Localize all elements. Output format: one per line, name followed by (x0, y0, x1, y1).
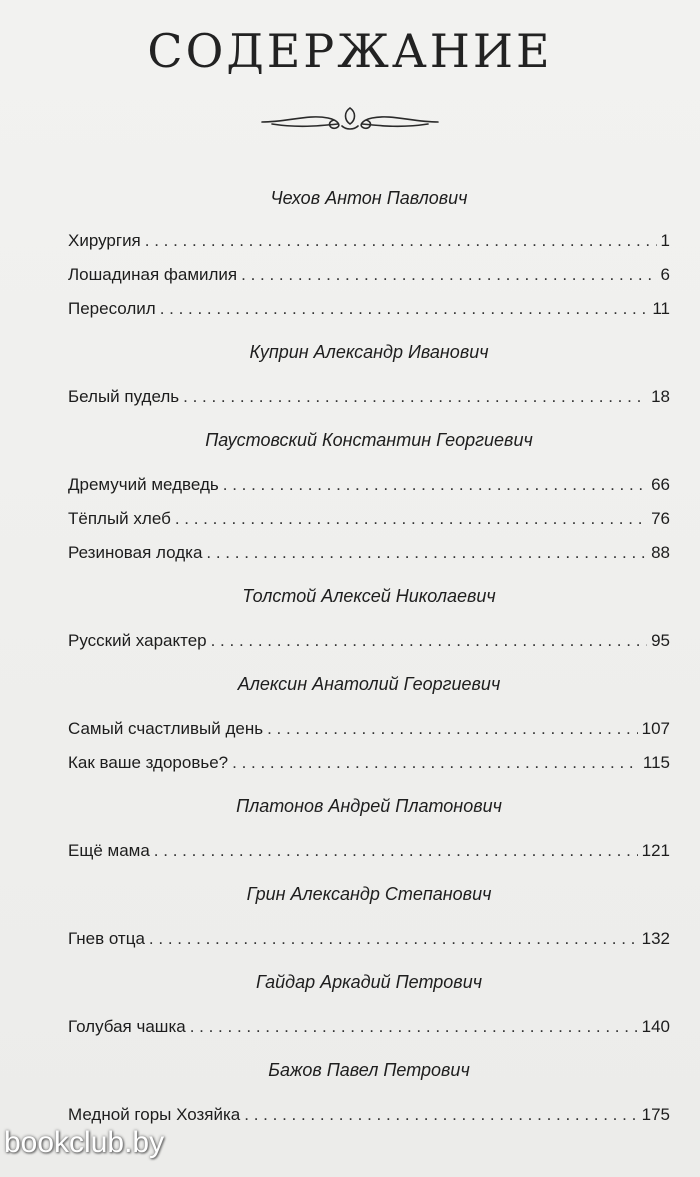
entry-page-number: 132 (641, 929, 670, 948)
author-heading: Алексин Анатолий Георгиевич (237, 674, 501, 694)
entry-title: Ещё мама (68, 841, 150, 860)
entry-page-number: 6 (660, 265, 670, 284)
author-heading: Куприн Александр Иванович (249, 342, 489, 362)
dot-leader (232, 746, 639, 780)
dot-leader (211, 624, 647, 658)
dot-leader (206, 536, 647, 570)
toc-entry (68, 922, 670, 956)
entry-title: Самый счастливый день (68, 719, 264, 738)
entry-page-number: 1 (660, 231, 670, 250)
entry-page-number: 76 (651, 509, 670, 528)
dot-leader (223, 468, 647, 502)
toc-entry (68, 746, 670, 780)
entry-page-number: 95 (651, 631, 670, 650)
toc-entry (68, 292, 670, 326)
entry-title: Тёплый хлеб (68, 509, 171, 528)
entry-page-number: 115 (642, 753, 670, 772)
entry-page-number: 107 (641, 719, 670, 738)
table-of-contents (68, 182, 670, 1132)
watermark-text: bookclub.by (4, 1126, 165, 1159)
entry-page-number: 121 (641, 841, 670, 860)
entry-page-number: 88 (651, 543, 670, 562)
toc-entry (68, 1010, 670, 1044)
entry-page-number: 18 (651, 387, 670, 406)
author-heading: Гайдар Аркадий Петрович (255, 972, 483, 992)
page-title: СОДЕРЖАНИЕ (147, 24, 553, 78)
entry-title: Как ваше здоровье? (68, 753, 229, 772)
entry-title: Хирургия (68, 231, 141, 250)
entry-page-number: 140 (641, 1017, 670, 1036)
toc-entry (68, 380, 670, 414)
entry-page-number: 11 (652, 299, 670, 318)
toc-entry (68, 624, 670, 658)
entry-page-number: 66 (651, 475, 670, 494)
toc-entry (68, 834, 670, 868)
dot-leader (145, 224, 657, 258)
ornament-divider (258, 102, 442, 136)
author-heading: Грин Александр Степанович (246, 884, 492, 904)
toc-entry (68, 468, 670, 502)
author-heading: Платонов Андрей Платонович (236, 796, 502, 816)
toc-entry (68, 536, 670, 570)
dot-leader (160, 292, 649, 326)
toc-entry (68, 712, 670, 746)
dot-leader (190, 1010, 638, 1044)
dot-leader (149, 922, 638, 956)
entry-title: Резиновая лодка (68, 543, 203, 562)
author-heading: Паустовский Константин Георгиевич (205, 430, 533, 450)
toc-entry (68, 258, 670, 292)
entry-title: Медной горы Хозяйка (68, 1105, 241, 1124)
entry-title: Русский характер (68, 631, 207, 650)
entry-title: Дремучий медведь (68, 475, 219, 494)
entry-title: Лошадиная фамилия (68, 265, 238, 284)
toc-entry (68, 502, 670, 536)
dot-leader (175, 502, 647, 536)
dot-leader (267, 712, 638, 746)
author-heading: Бажов Павел Петрович (268, 1060, 470, 1080)
dot-leader (244, 1098, 637, 1132)
dot-leader (183, 380, 647, 414)
dot-leader (241, 258, 656, 292)
author-heading: Чехов Антон Павлович (270, 188, 468, 208)
entry-title: Гнев отца (68, 929, 145, 948)
entry-page-number: 175 (641, 1105, 670, 1124)
author-heading: Толстой Алексей Николаевич (242, 586, 496, 606)
entry-title: Белый пудель (68, 387, 180, 406)
entry-title: Голубая чашка (68, 1017, 186, 1036)
dot-leader (154, 834, 638, 868)
toc-entry (68, 224, 670, 258)
entry-title: Пересолил (68, 299, 156, 318)
